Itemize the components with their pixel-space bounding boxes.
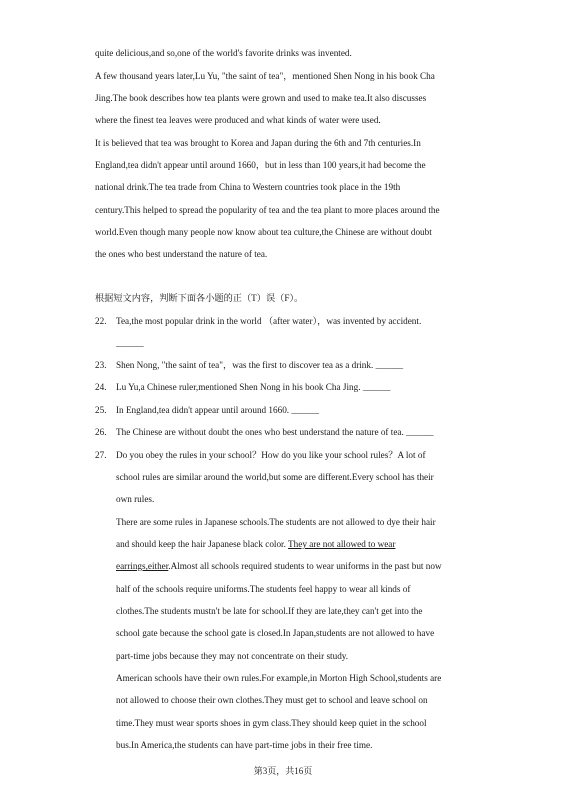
passage-line: part-time jobs because they may not concentrate on their study. [116,651,349,661]
question-number: 27. [95,450,107,460]
passage-line [116,538,395,550]
passage-line: where the finest tea leaves were produced and what kinds of water were used. [95,115,381,125]
passage-text: and should keep the hair Japanese black color. [116,539,289,549]
passage-line: world.Even though many people now know about tea culture,the Chinese are without doubt [95,227,432,237]
passage-line: It is believed that tea was brought to Korea and Japan during the 6th and 7th centuries.In [95,138,421,148]
underlined-sentence: They are not allowed to wear [288,539,396,549]
question-text: Lu Yu,a Chinese ruler,mentioned Shen Nong in his book Cha Jing. ______ [116,382,391,392]
passage-line: school gate because the school gate is closed.In Japan,students are not allowed to have [116,628,435,638]
passage-line: school rules are similar around the world,but some are different.Every school has their [116,472,434,482]
passage-line: quite delicious,and so,one of the world's favorite drinks was invented. [95,48,352,58]
answer-blank: ______ [116,338,144,348]
passage-line: Jing.The book describes how tea plants were grown and used to make tea.It also discusses [95,93,427,103]
question-number: 26. [95,427,107,437]
question-number: 23. [95,360,107,370]
page-footer: 第3页，共16页 [253,766,313,776]
question-text: Tea,the most popular drink in the world （after water），was invented by accident. [116,316,422,326]
passage-line: century.This helped to spread the popularity of tea and the tea plant to more places around the [95,205,440,215]
passage-line: half of the schools require uniforms.The students feel happy to wear all kinds of [116,584,411,594]
question-number: 22. [95,316,107,326]
passage-text: .Almost all schools required students to wear uniforms in the past but now [168,561,442,571]
instruction-text: 根据短文内容，判断下面各小题的正（T）误（F）。 [95,293,304,303]
passage-line: There are some rules in Japanese schools.The students are not allowed to dye their hair [116,517,436,527]
passage-line: not allowed to choose their own clothes.They must get to school and leave school on [116,695,428,705]
passage-line: bus.In America,the students can have part-time jobs in their free time. [116,740,373,750]
passage-line: Do you obey the rules in your school？How do you like your school rules？A lot of [116,450,426,460]
passage-line [116,560,442,572]
question-text: In England,tea didn't appear until around 1660. ______ [116,405,319,415]
question-text: The Chinese are without doubt the ones who best understand the nature of tea. ______ [116,427,434,437]
passage-line: clothes.The students mustn't be late for school.If they are late,they can't get into the [116,606,423,616]
passage-line: England,tea didn't appear until around 1660，but in less than 100 years,it had become the [95,160,426,170]
question-number: 24. [95,382,107,392]
passage-line: American schools have their own rules.For example,in Morton High School,students are [116,673,442,683]
passage-line: own rules. [116,494,155,504]
passage-line: national drink.The tea trade from China to Western countries took place in the 19th [95,182,401,192]
underlined-sentence: earrings,either [116,561,169,571]
passage-line: time.They must wear sports shoes in gym class.They should keep quiet in the school [116,718,427,728]
question-number: 25. [95,405,107,415]
passage-line: A few thousand years later,Lu Yu, "the saint of tea"，mentioned Shen Nong in his book Cha [95,71,435,81]
question-text: Shen Nong, "the saint of tea"，was the first to discover tea as a drink. ______ [116,360,404,370]
passage-line: the ones who best understand the nature of tea. [95,249,268,259]
